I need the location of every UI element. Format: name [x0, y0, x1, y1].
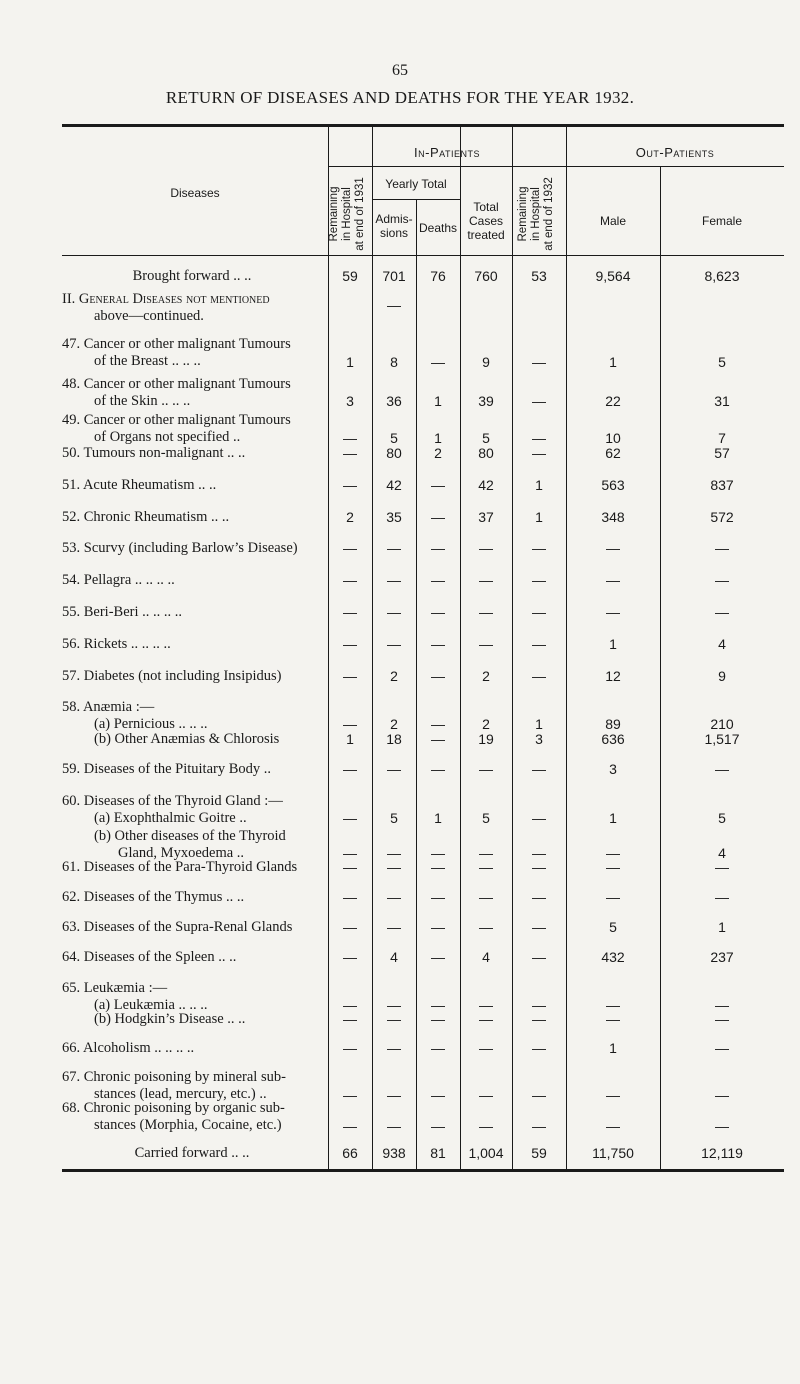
table-cell: 636	[601, 731, 625, 747]
row-label-line: of the Skin .. .. ..	[94, 393, 191, 409]
table-cell: —	[606, 859, 620, 875]
table-cell: —	[715, 997, 729, 1013]
row-label-line: 47. Cancer or other malignant Tumours	[62, 336, 291, 352]
table-cell: 1	[535, 509, 543, 525]
row-label	[62, 919, 322, 936]
table-cell: 348	[601, 509, 625, 525]
row-label-line: (a) Exophthalmic Goitre ..	[94, 810, 247, 826]
table-cell: 7	[718, 430, 726, 446]
table-cell: —	[431, 1118, 445, 1134]
table-cell: —	[387, 889, 401, 905]
table-cell: —	[431, 859, 445, 875]
table-cell: 1	[434, 430, 442, 446]
table-cell: —	[606, 1011, 620, 1027]
table-cell: 1	[609, 354, 617, 370]
row-label	[62, 889, 322, 906]
top-rule	[62, 124, 784, 127]
row-label-line: 60. Diseases of the Thyroid Gland :—	[62, 793, 283, 809]
table-cell: —	[479, 889, 493, 905]
table-cell: —	[532, 845, 546, 861]
table-cell: —	[606, 604, 620, 620]
table-cell: —	[479, 572, 493, 588]
table-cell: 62	[605, 445, 621, 461]
row-label-line: 63. Diseases of the Supra-Renal Glands	[62, 919, 293, 935]
table-cell: —	[387, 1087, 401, 1103]
table-cell: 1	[346, 354, 354, 370]
table-cell: —	[387, 761, 401, 777]
table-cell: —	[715, 1118, 729, 1134]
row-label	[62, 731, 322, 748]
row-label	[62, 336, 322, 370]
table-cell: 42	[478, 477, 494, 493]
table-cell: 837	[710, 477, 734, 493]
table-cell: —	[715, 1040, 729, 1056]
table-cell: —	[343, 668, 357, 684]
row-label-line: 55. Beri-Beri .. .. .. ..	[62, 604, 183, 620]
table-cell: 3	[609, 761, 617, 777]
table-cell: —	[343, 919, 357, 935]
table-cell: 9	[718, 668, 726, 684]
bottom-rule	[62, 1169, 784, 1172]
table-cell: 1	[535, 477, 543, 493]
row-label-line: 68. Chronic poisoning by organic sub-	[62, 1100, 285, 1116]
row-label	[62, 636, 322, 653]
row-label-line: 64. Diseases of the Spleen .. ..	[62, 949, 237, 965]
table-cell: 5	[718, 354, 726, 370]
table-cell: —	[532, 430, 546, 446]
table-cell: —	[343, 1087, 357, 1103]
table-cell: —	[431, 354, 445, 370]
table-cell: —	[343, 997, 357, 1013]
table-cell: —	[343, 1011, 357, 1027]
header-bottom-rule	[62, 255, 784, 256]
table-cell: 11,750	[592, 1145, 634, 1161]
row-label-line: 66. Alcoholism .. .. .. ..	[62, 1040, 195, 1056]
row-label	[62, 980, 322, 1014]
row-label	[62, 477, 322, 494]
table-cell: —	[532, 572, 546, 588]
table-cell: —	[343, 845, 357, 861]
table-cell: —	[715, 1011, 729, 1027]
table-cell: —	[431, 540, 445, 556]
table-cell: 81	[430, 1145, 446, 1161]
table-cell: —	[343, 716, 357, 732]
table-cell: 2	[482, 668, 490, 684]
row-label	[62, 540, 322, 557]
table-cell: —	[606, 997, 620, 1013]
row-label-line: stances (lead, mercury, etc.) ..	[94, 1086, 267, 1102]
table-cell: —	[431, 509, 445, 525]
row-label	[62, 268, 322, 285]
table-cell: —	[532, 393, 546, 409]
header-yearly-total: Yearly Total	[385, 177, 447, 191]
table-cell: 938	[382, 1145, 406, 1161]
row-label-line: 56. Rickets .. .. .. ..	[62, 636, 171, 652]
row-label-line: (b) Other Anæmias & Chlorosis	[94, 731, 280, 747]
table-cell: —	[343, 572, 357, 588]
table-cell: 572	[710, 509, 734, 525]
table-cell: —	[606, 1118, 620, 1134]
table-cell: 1,517	[704, 731, 740, 747]
row-label-line: (b) Other diseases of the Thyroid	[94, 828, 286, 844]
table-cell: 66	[342, 1145, 358, 1161]
table-cell: 2	[434, 445, 442, 461]
table-cell: 1	[609, 810, 617, 826]
row-label	[62, 1069, 322, 1103]
table-cell: —	[387, 572, 401, 588]
row-label-line: (a) Pernicious .. .. ..	[94, 716, 208, 732]
table-cell: —	[479, 1118, 493, 1134]
table-cell: 2	[346, 509, 354, 525]
table-cell: —	[387, 859, 401, 875]
table-cell: 1	[609, 1040, 617, 1056]
table-cell: —	[532, 1011, 546, 1027]
table-cell: 1	[434, 393, 442, 409]
table-cell: 760	[474, 268, 498, 284]
table-cell: 19	[478, 731, 494, 747]
table-cell: 80	[478, 445, 494, 461]
table-cell: —	[431, 761, 445, 777]
table-cell: 12	[605, 668, 621, 684]
table-cell: 5	[482, 430, 490, 446]
row-label-line: 62. Diseases of the Thymus .. ..	[62, 889, 245, 905]
table-cell: —	[715, 889, 729, 905]
table-cell: 31	[714, 393, 730, 409]
row-label	[62, 949, 322, 966]
row-label-line: of Organs not specified ..	[94, 429, 241, 445]
table-cell: 57	[714, 445, 730, 461]
header-female: Female	[701, 214, 742, 228]
table-cell: —	[343, 636, 357, 652]
table-cell: —	[343, 477, 357, 493]
table-cell: —	[431, 716, 445, 732]
header-admissions: Admis-sions	[375, 212, 413, 240]
table-cell: —	[343, 604, 357, 620]
table-cell: 563	[601, 477, 625, 493]
row-label-line: (a) Leukæmia .. .. ..	[94, 997, 208, 1013]
table-cell: 432	[601, 949, 625, 965]
row-label-line: 65. Leukæmia :—	[62, 980, 168, 996]
row-label-line: (b) Hodgkin’s Disease .. ..	[94, 1011, 246, 1027]
row-label	[62, 376, 322, 410]
table-cell: —	[479, 859, 493, 875]
row-label-line: Gland, Myxoedema ..	[118, 845, 245, 861]
row-label	[62, 1040, 322, 1057]
table-cell: —	[387, 845, 401, 861]
row-label	[62, 668, 322, 685]
row-label-line: 67. Chronic poisoning by mineral sub-	[62, 1069, 286, 1085]
table-cell: 1,004	[468, 1145, 504, 1161]
table-cell: —	[431, 477, 445, 493]
table-cell: —	[532, 810, 546, 826]
row-label-line: 59. Diseases of the Pituitary Body ..	[62, 761, 272, 777]
header-remaining-1932: Remaining in Hospital at end of 1932	[517, 177, 555, 251]
table-cell: —	[343, 810, 357, 826]
table-cell: —	[431, 1040, 445, 1056]
table-cell: —	[479, 636, 493, 652]
table-cell: —	[532, 540, 546, 556]
table-cell: —	[479, 761, 493, 777]
table-cell: —	[532, 859, 546, 875]
table-cell: 1	[346, 731, 354, 747]
table-cell: 2	[390, 716, 398, 732]
table-cell: 9,564	[595, 268, 631, 284]
table-cell: —	[532, 636, 546, 652]
table-cell: 5	[390, 810, 398, 826]
table-cell: —	[431, 919, 445, 935]
table-cell: —	[387, 1011, 401, 1027]
row-label	[62, 793, 322, 827]
table-cell: —	[606, 845, 620, 861]
table-cell: —	[387, 604, 401, 620]
table-cell: 18	[386, 731, 402, 747]
row-label-line: 50. Tumours non-malignant .. ..	[62, 445, 246, 461]
column-rule	[660, 166, 661, 1169]
table-cell: 36	[386, 393, 402, 409]
table-cell: —	[387, 297, 401, 313]
table-cell: 59	[531, 1145, 547, 1161]
table-cell: 210	[710, 716, 734, 732]
table-cell: —	[606, 572, 620, 588]
row-label	[62, 1011, 322, 1028]
table-cell: —	[431, 997, 445, 1013]
table-cell: 4	[718, 636, 726, 652]
table-cell: 4	[390, 949, 398, 965]
row-label-line: of the Breast .. .. ..	[94, 353, 201, 369]
table-cell: 76	[430, 268, 446, 284]
table-cell: 80	[386, 445, 402, 461]
row-label	[62, 291, 322, 325]
row-label-line: 61. Diseases of the Para-Thyroid Glands	[62, 859, 298, 875]
table-cell: —	[479, 997, 493, 1013]
header-male: Male	[599, 214, 626, 228]
table-cell: —	[387, 1118, 401, 1134]
header-remaining-1931: Remaining in Hospital at end of 1931	[328, 177, 366, 251]
table-cell: —	[387, 636, 401, 652]
table-cell: 5	[718, 810, 726, 826]
table-cell: —	[479, 604, 493, 620]
table-cell: —	[532, 949, 546, 965]
table-cell: —	[431, 731, 445, 747]
row-label	[62, 1100, 322, 1134]
table-cell: —	[532, 997, 546, 1013]
row-label-line: Brought forward .. ..	[132, 268, 252, 284]
table-cell: 8,623	[704, 268, 740, 284]
table-cell: —	[387, 1040, 401, 1056]
table-cell: 2	[390, 668, 398, 684]
table-cell: 42	[386, 477, 402, 493]
row-label	[62, 1145, 322, 1162]
table-cell: 22	[605, 393, 621, 409]
table-cell: 89	[605, 716, 621, 732]
row-label-line: 52. Chronic Rheumatism .. ..	[62, 509, 230, 525]
header-group-rule	[328, 166, 784, 167]
table-cell: —	[387, 919, 401, 935]
table-cell: 12,119	[701, 1145, 743, 1161]
table-cell: —	[343, 949, 357, 965]
table-cell: —	[387, 997, 401, 1013]
table-cell: 4	[718, 845, 726, 861]
table-cell: —	[532, 919, 546, 935]
table-cell: —	[431, 1011, 445, 1027]
table-cell: —	[715, 859, 729, 875]
header-deaths: Deaths	[418, 221, 458, 235]
table-cell: —	[431, 1087, 445, 1103]
table-cell: —	[431, 845, 445, 861]
table-cell: —	[479, 845, 493, 861]
row-label	[62, 572, 322, 589]
header-total-cases: Total Cases treated	[467, 200, 505, 242]
table-cell: —	[715, 572, 729, 588]
table-cell: —	[431, 604, 445, 620]
table-cell: —	[606, 889, 620, 905]
table-cell: 1	[609, 636, 617, 652]
table-cell: —	[343, 859, 357, 875]
page-number: 65	[392, 62, 408, 79]
table-cell: —	[532, 445, 546, 461]
row-label	[62, 761, 322, 778]
table-cell: —	[343, 445, 357, 461]
table-cell: —	[387, 540, 401, 556]
row-label	[62, 412, 322, 446]
table-cell: 5	[609, 919, 617, 935]
row-label	[62, 509, 322, 526]
table-cell: 37	[478, 509, 494, 525]
table-cell: 53	[531, 268, 547, 284]
page-title: RETURN OF DISEASES AND DEATHS FOR THE YEAR 1932.	[165, 88, 635, 107]
table-cell: —	[532, 1118, 546, 1134]
row-label-line: stances (Morphia, Cocaine, etc.)	[94, 1117, 282, 1133]
table-cell: —	[343, 1118, 357, 1134]
table-cell: —	[343, 1040, 357, 1056]
row-label	[62, 828, 322, 862]
table-cell: —	[532, 668, 546, 684]
table-cell: 5	[482, 810, 490, 826]
table-cell: 9	[482, 354, 490, 370]
table-cell: —	[343, 540, 357, 556]
table-cell: —	[431, 572, 445, 588]
table-cell: —	[715, 761, 729, 777]
table-cell: —	[532, 1087, 546, 1103]
table-cell: —	[532, 1040, 546, 1056]
row-label-line: 51. Acute Rheumatism .. ..	[62, 477, 217, 493]
table-cell: —	[715, 604, 729, 620]
row-label	[62, 604, 322, 621]
table-cell: 10	[605, 430, 621, 446]
table-cell: 3	[535, 731, 543, 747]
table-cell: —	[479, 1011, 493, 1027]
table-cell: —	[479, 540, 493, 556]
table-cell: —	[431, 949, 445, 965]
table-cell: —	[715, 1087, 729, 1103]
table-cell: —	[532, 604, 546, 620]
table-cell: —	[343, 889, 357, 905]
table-cell: 2	[482, 716, 490, 732]
row-label-line: above—continued.	[94, 308, 204, 324]
row-label-line: Carried forward .. ..	[134, 1145, 250, 1161]
table-cell: —	[606, 540, 620, 556]
row-label	[62, 445, 322, 462]
table-cell: —	[479, 1040, 493, 1056]
table-cell: —	[479, 1087, 493, 1103]
table-cell: 1	[535, 716, 543, 732]
row-label-line: II. General Diseases not mentioned	[62, 291, 270, 307]
row-label-line: 49. Cancer or other malignant Tumours	[62, 412, 291, 428]
table-cell: —	[431, 889, 445, 905]
row-label-line: 48. Cancer or other malignant Tumours	[62, 376, 291, 392]
table-cell: —	[431, 636, 445, 652]
table-cell: —	[343, 430, 357, 446]
table-cell: 3	[346, 393, 354, 409]
table-cell: —	[715, 540, 729, 556]
table-cell: 59	[342, 268, 358, 284]
header-in-patients: In-Patients	[414, 145, 480, 160]
table-cell: 35	[386, 509, 402, 525]
table-cell: —	[532, 761, 546, 777]
table-cell: 237	[710, 949, 734, 965]
header-diseases: Diseases	[170, 186, 220, 200]
table-cell: —	[431, 668, 445, 684]
row-label	[62, 699, 322, 733]
table-cell: —	[606, 1087, 620, 1103]
table-cell: 1	[434, 810, 442, 826]
row-label-line: 54. Pellagra .. .. .. ..	[62, 572, 175, 588]
table-cell: —	[532, 354, 546, 370]
table-cell: —	[532, 889, 546, 905]
table-cell: 4	[482, 949, 490, 965]
table-cell: 5	[390, 430, 398, 446]
table-cell: 1	[718, 919, 726, 935]
table-cell: —	[343, 761, 357, 777]
table-cell: 8	[390, 354, 398, 370]
header-out-patients: Out-Patients	[635, 145, 715, 160]
row-label-line: 53. Scurvy (including Barlow’s Disease)	[62, 540, 298, 556]
table-cell: 39	[478, 393, 494, 409]
row-label-line: 57. Diabetes (not including Insipidus)	[62, 668, 282, 684]
table-cell: 701	[382, 268, 406, 284]
row-label	[62, 859, 322, 876]
table-cell: —	[479, 919, 493, 935]
row-label-line: 58. Anæmia :—	[62, 699, 155, 715]
